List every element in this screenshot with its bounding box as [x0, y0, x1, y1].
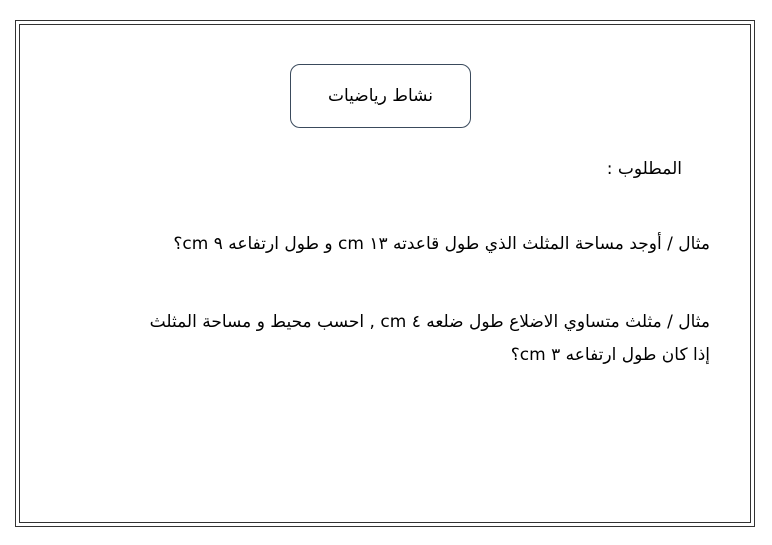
example-2-line-2: إذا كان طول ارتفاعه ٣ cm؟: [510, 345, 710, 365]
title-box: [290, 64, 471, 128]
example-2-line-1: مثال / مثلث متساوي الاضلاع طول ضلعه ٤ cm , احسب محيط و مساحة المثلث: [149, 312, 710, 332]
example-1-line-1: مثال / أوجد مساحة المثلث الذي طول قاعدته ١٣ cm و طول ارتفاعه ٩ cm؟: [173, 234, 710, 254]
required-label: المطلوب :: [606, 159, 682, 179]
page-title: نشاط رياضيات: [327, 86, 434, 106]
